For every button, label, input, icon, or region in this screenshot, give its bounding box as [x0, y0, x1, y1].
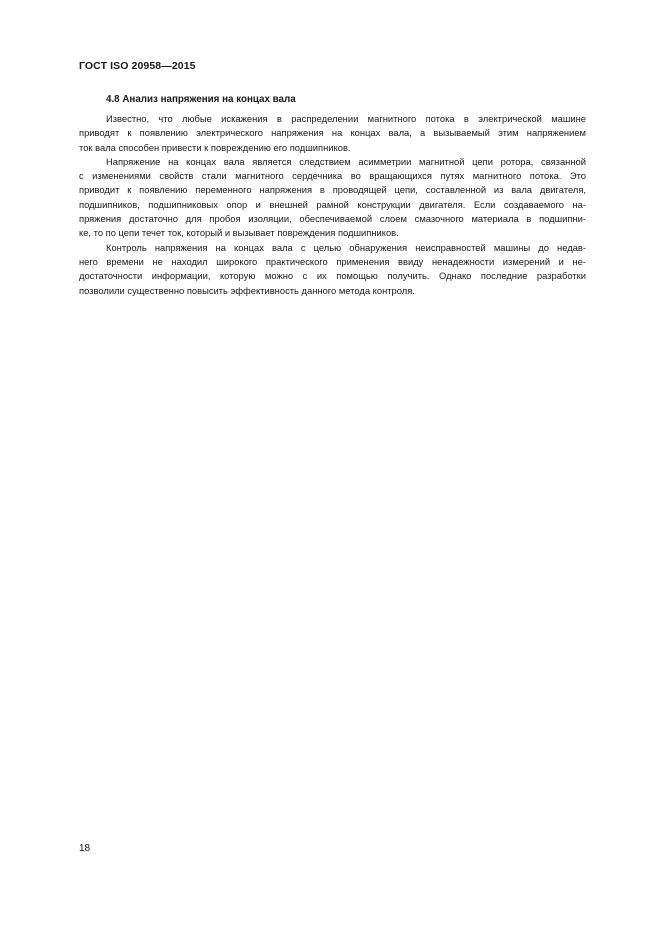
document-header: ГОСТ ISO 20958—2015: [79, 60, 196, 72]
text-line: Напряжение на концах вала является следствием асимметрии магнитной цепи ротора, связанной: [106, 155, 586, 167]
paragraph: [79, 155, 586, 241]
text-line: приводит к появлению переменного напряжения в проводящей цепи, составленной из вала двигателя,: [79, 184, 586, 196]
text-line: подшипников, подшипниковых опор и внешней рамной конструкции двигателя. Если создаваемого на-: [79, 198, 586, 210]
text-line: позволили существенно повысить эффективность данного метода контроля.: [79, 284, 415, 296]
text-line: пряжения достаточно для пробоя изоляции, обеспечиваемой слоем смазочного материала в подшипни-: [79, 213, 586, 225]
text-line: Известно, что любые искажения в распределении магнитного потока в электрической машине: [106, 113, 586, 124]
text-line: с изменениями свойств стали магнитного сердечника во вращающихся путях магнитного потока. Это: [79, 170, 586, 182]
text-line: Контроль напряжения на концах вала с целью обнаружения неисправностей машины до недав-: [106, 241, 586, 253]
section-body: [79, 112, 586, 298]
paragraph: [79, 241, 586, 298]
text-line: ток вала способен привести к повреждению его подшипников.: [79, 141, 351, 153]
section-heading: 4.8 Анализ напряжения на концах вала: [106, 94, 296, 105]
page-number: 18: [79, 843, 91, 854]
text-line: него времени не находил широкого практического применения ввиду ненадежности измерений и не-: [79, 255, 586, 267]
text-line: достаточности информации, которую можно с их помощью получить. Однако последние разработки: [79, 270, 586, 282]
paragraph: [79, 112, 586, 155]
text-line: приводят к появлению электрического напряжения на концах вала, а вызываемый этим напряжением: [79, 127, 586, 139]
text-line: ке, то по цепи течет ток, который и вызывает повреждения подшипников.: [79, 227, 399, 239]
